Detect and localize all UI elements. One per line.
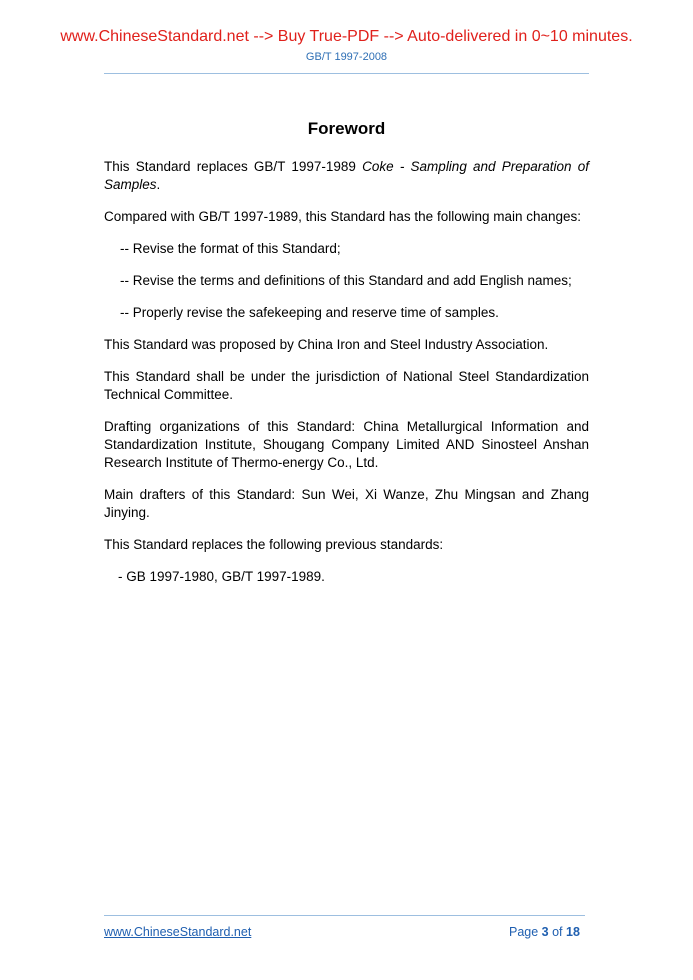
list-item-change: -- Revise the terms and definitions of this Standard and add English names; — [120, 273, 572, 288]
page-of: of — [548, 925, 566, 939]
foreword-body — [104, 158, 589, 600]
paragraph-jurisdiction: This Standard shall be under the jurisdiction of National Steel Standardization Technical Committee. — [104, 369, 589, 402]
paragraph-drafters: Main drafters of this Standard: Sun Wei, Xi Wanze, Zhu Mingsan and Zhang Jinying. — [104, 487, 589, 520]
list-item-previous-standards: - GB 1997-1980, GB/T 1997-1989. — [118, 569, 325, 584]
page-label: Page — [509, 925, 542, 939]
banner-promo-link[interactable]: www.ChineseStandard.net --> Buy True-PDF --> Auto-delivered in 0~10 minutes. — [60, 28, 633, 45]
page-title: Foreword — [307, 119, 386, 138]
paragraph-drafting-orgs: Drafting organizations of this Standard: China Metallurgical Information and Standardization Institute, Shougang Company Limited AND Sinosteel Anshan Research Institute of Thermo-energy Co., Ltd. — [104, 419, 589, 470]
list-item-change: -- Revise the format of this Standard; — [120, 241, 341, 256]
replaced-standard-title: Coke - Sampling and Preparation of Samples — [104, 159, 589, 192]
paragraph-previous-intro: This Standard replaces the following previous standards: — [104, 537, 444, 552]
paragraph-replaces-end: . — [156, 177, 161, 192]
page-total: 18 — [566, 925, 580, 939]
page-current: 3 — [541, 925, 549, 939]
footer-website-link[interactable]: www.ChineseStandard.net — [104, 925, 252, 939]
paragraph-proposed-by: This Standard was proposed by China Iron and Steel Industry Association. — [104, 337, 549, 352]
paragraph-replaces — [104, 158, 589, 194]
paragraph-replaces-text: This Standard replaces GB/T 1997-1989 — [104, 159, 363, 174]
document-code: GB/T 1997-2008 — [305, 51, 388, 63]
page-indicator — [509, 925, 580, 939]
paragraph-changes-intro: Compared with GB/T 1997-1989, this Standard has the following main changes: — [104, 209, 582, 224]
list-item-change: -- Properly revise the safekeeping and reserve time of samples. — [120, 305, 499, 320]
footer-divider — [104, 915, 585, 916]
header-divider — [104, 73, 589, 74]
